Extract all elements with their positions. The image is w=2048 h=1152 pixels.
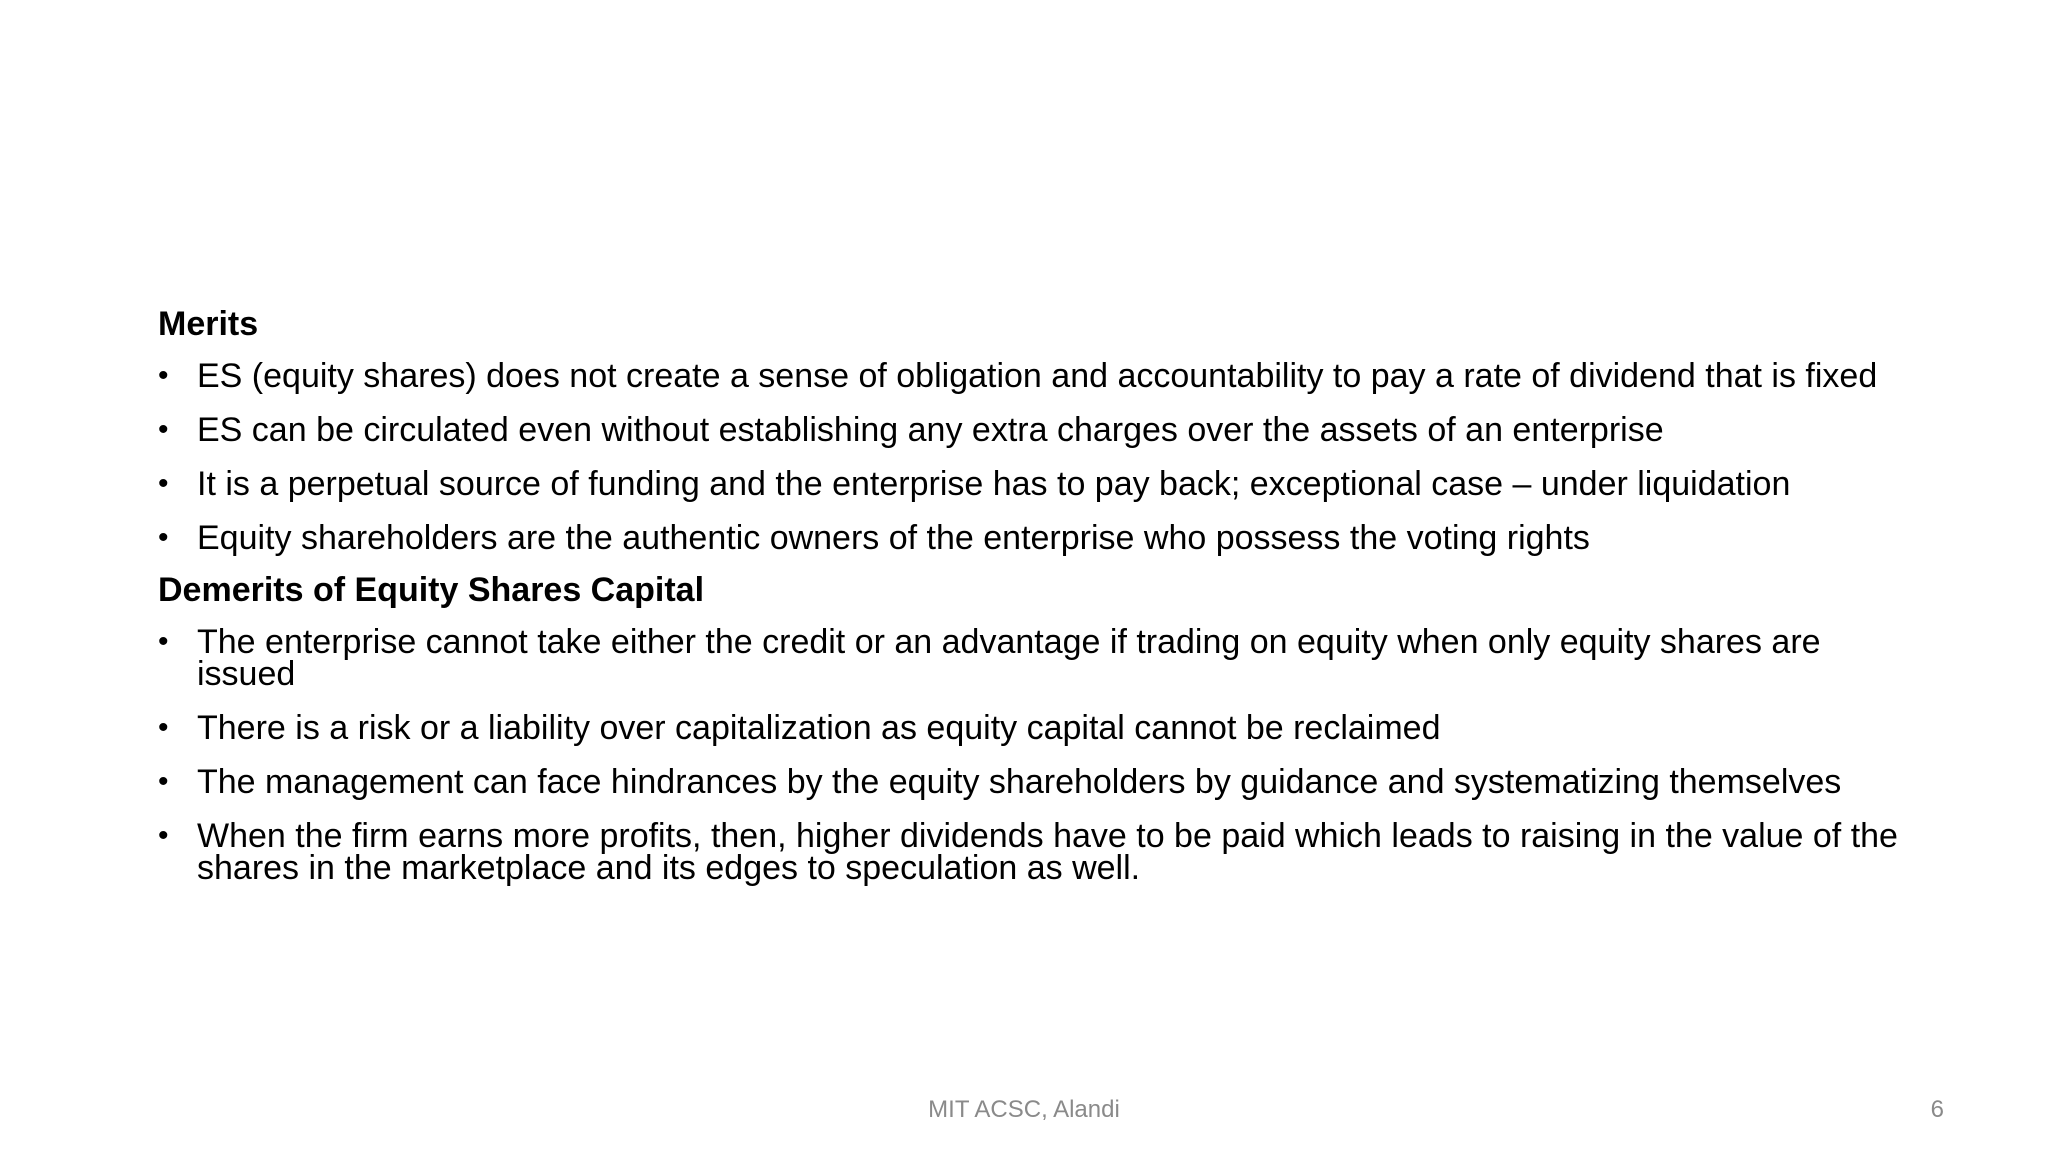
list-item-text: ES can be circulated even without establishing any extra charges over the assets of an enterprise xyxy=(197,411,1664,449)
merits-heading: Merits xyxy=(158,305,259,343)
bullet-icon: • xyxy=(158,467,169,500)
list-item xyxy=(158,357,1918,395)
list-item-text: The enterprise cannot take either the credit or an advantage if trading on equity when only equity shares are issued xyxy=(197,623,1821,693)
list-item xyxy=(158,465,1918,503)
bullet-icon: • xyxy=(158,711,169,744)
slide-body xyxy=(158,306,1918,902)
list-item xyxy=(158,519,1918,557)
list-item xyxy=(158,709,1918,747)
list-item-text: It is a perpetual source of funding and the enterprise has to pay back; exceptional case – under liquidation xyxy=(197,465,1791,503)
list-item xyxy=(158,411,1918,449)
list-item xyxy=(158,763,1918,801)
page-number: 6 xyxy=(1930,1096,1944,1123)
list-item-text: When the firm earns more profits, then, higher dividends have to be paid which leads to raising in the value of the shares in the marketplace and its edges to speculation as well. xyxy=(197,817,1898,887)
list-item xyxy=(158,623,1918,693)
bullet-icon: • xyxy=(158,625,169,658)
bullet-icon: • xyxy=(158,765,169,798)
list-item xyxy=(158,817,1918,887)
list-item-text: ES (equity shares) does not create a sense of obligation and accountability to pay a rate of dividend that is fixed xyxy=(197,357,1878,395)
bullet-icon: • xyxy=(158,819,169,852)
list-item-text: Equity shareholders are the authentic owners of the enterprise who possess the voting rights xyxy=(197,519,1590,557)
bullet-icon: • xyxy=(158,521,169,554)
merits-list xyxy=(158,357,1918,557)
bullet-icon: • xyxy=(158,359,169,392)
bullet-icon: • xyxy=(158,413,169,446)
footer-institution: MIT ACSC, Alandi xyxy=(928,1096,1120,1123)
demerits-list xyxy=(158,623,1918,887)
list-item-text: There is a risk or a liability over capitalization as equity capital cannot be reclaimed xyxy=(197,709,1441,747)
list-item-text: The management can face hindrances by the equity shareholders by guidance and systematizing themselves xyxy=(197,763,1842,801)
demerits-heading: Demerits of Equity Shares Capital xyxy=(158,571,705,609)
